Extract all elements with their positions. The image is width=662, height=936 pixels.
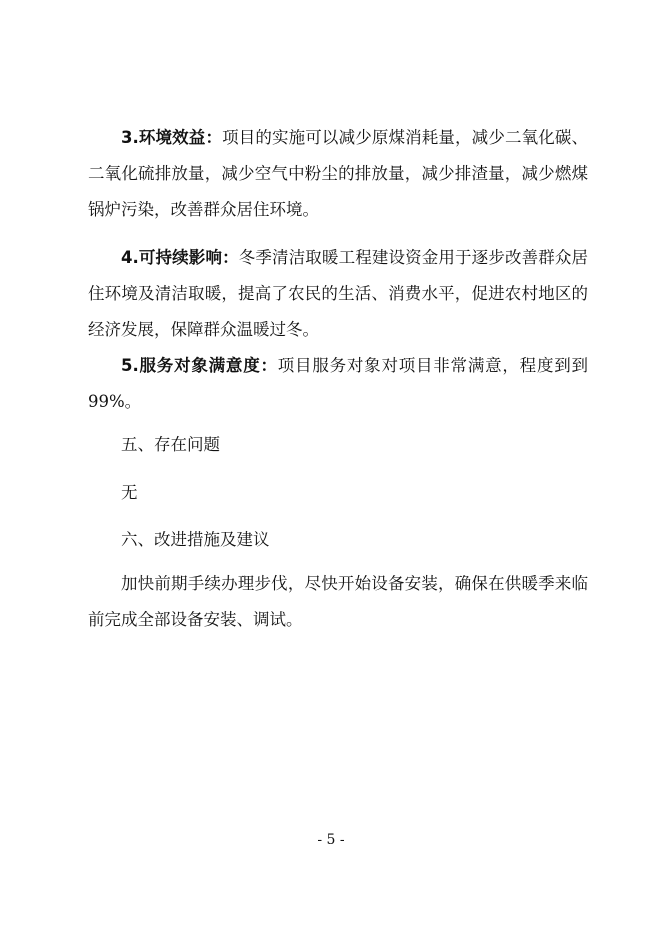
body-existing-problems: 无	[121, 483, 138, 502]
paragraph-satisfaction	[88, 348, 588, 420]
heading-improvement-measures: 六、改进措施及建议	[121, 530, 270, 549]
text-environmental-benefit: 项目的实施可以减少原煤消耗量，减少二氧化碳、二氧化硫排放量，减少空气中粉尘的排放量，减少排渣量，减少燃煤锅炉污染，改善群众居住环境。	[88, 128, 589, 219]
label-sustainable-impact: 4.可持续影响：	[121, 248, 239, 267]
label-environmental-benefit: 3.环境效益：	[121, 128, 223, 147]
label-satisfaction: 5.服务对象满意度：	[121, 356, 278, 375]
text-satisfaction: 项目服务对象对项目非常满意，程度到到 99%。	[88, 356, 589, 411]
paragraph-environmental-benefit	[88, 120, 588, 228]
heading-existing-problems: 五、存在问题	[121, 435, 220, 454]
text-sustainable-impact: 冬季清洁取暖工程建设资金用于逐步改善群众居住环境及清洁取暖，提高了农民的生活、消费水平，促进农村地区的经济发展，保障群众温暖过冬。	[88, 248, 589, 339]
paragraph-sustainable-impact	[88, 240, 588, 348]
page-number: - 5 -	[317, 832, 345, 848]
paragraph-improvement-measures: 加快前期手续办理步伐，尽快开始设备安装，确保在供暖季来临前完成全部设备安装、调试。	[88, 574, 588, 629]
